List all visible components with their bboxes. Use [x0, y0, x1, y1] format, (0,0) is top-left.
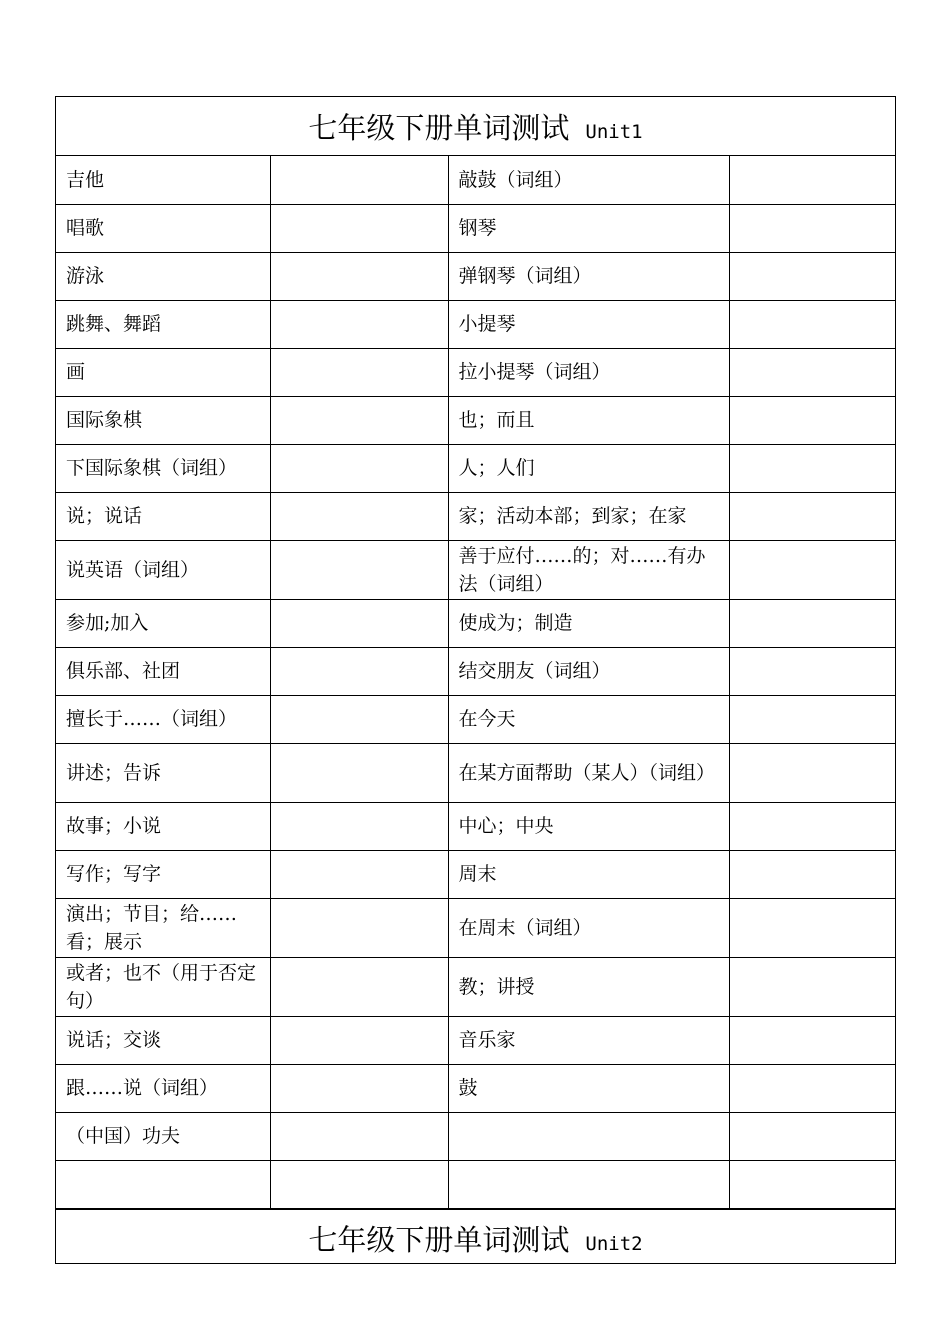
- answer-cell[interactable]: [729, 647, 895, 695]
- chinese-prompt: 拉小提琴（词组）: [448, 348, 729, 396]
- chinese-prompt: 下国际象棋（词组）: [56, 444, 270, 492]
- table-row: [56, 1016, 895, 1064]
- answer-cell[interactable]: [270, 300, 448, 348]
- answer-cell[interactable]: [270, 599, 448, 647]
- chinese-prompt: 游泳: [56, 252, 270, 300]
- answer-cell[interactable]: [270, 743, 448, 802]
- chinese-prompt: 故事；小说: [56, 802, 270, 850]
- chinese-prompt: 说话；交谈: [56, 1016, 270, 1064]
- chinese-prompt: 讲述；告诉: [56, 743, 270, 802]
- answer-cell[interactable]: [270, 695, 448, 743]
- answer-cell[interactable]: [729, 348, 895, 396]
- table-row: [56, 1112, 895, 1160]
- chinese-prompt: 敲鼓（词组）: [448, 156, 729, 204]
- answer-cell[interactable]: [729, 492, 895, 540]
- chinese-prompt: 在今天: [448, 695, 729, 743]
- table-row: [56, 348, 895, 396]
- answer-cell[interactable]: [270, 492, 448, 540]
- chinese-prompt: 人；人们: [448, 444, 729, 492]
- chinese-prompt: 擅长于……（词组）: [56, 695, 270, 743]
- answer-cell[interactable]: [729, 1016, 895, 1064]
- chinese-prompt: 说；说话: [56, 492, 270, 540]
- chinese-prompt: 说英语（词组）: [56, 540, 270, 599]
- table-row: [56, 957, 895, 1016]
- table-row: [56, 647, 895, 695]
- answer-cell[interactable]: [270, 1064, 448, 1112]
- table-row: [56, 695, 895, 743]
- answer-cell[interactable]: [729, 1064, 895, 1112]
- answer-cell[interactable]: [729, 396, 895, 444]
- unit2-title: 七年级下册单词测试: [308, 1222, 570, 1257]
- chinese-prompt: 跟……说（词组）: [56, 1064, 270, 1112]
- unit1-title: 七年级下册单词测试: [308, 110, 570, 145]
- chinese-prompt: 在周末（词组）: [448, 898, 729, 957]
- vocab-table: [56, 156, 895, 1209]
- chinese-prompt: [56, 1160, 270, 1208]
- answer-cell[interactable]: [729, 898, 895, 957]
- answer-cell[interactable]: [270, 850, 448, 898]
- answer-cell[interactable]: [270, 898, 448, 957]
- chinese-prompt: 善于应付……的；对……有办法（词组）: [448, 540, 729, 599]
- table-row: [56, 898, 895, 957]
- chinese-prompt: 结交朋友（词组）: [448, 647, 729, 695]
- answer-cell[interactable]: [270, 1016, 448, 1064]
- unit1-header: [56, 97, 895, 156]
- answer-cell[interactable]: [270, 444, 448, 492]
- chinese-prompt: 钢琴: [448, 204, 729, 252]
- chinese-prompt: [448, 1160, 729, 1208]
- answer-cell[interactable]: [270, 348, 448, 396]
- answer-cell[interactable]: [270, 1160, 448, 1208]
- answer-cell[interactable]: [729, 204, 895, 252]
- unit1-label: Unit1: [585, 121, 643, 143]
- chinese-prompt: 画: [56, 348, 270, 396]
- chinese-prompt: 俱乐部、社团: [56, 647, 270, 695]
- worksheet: [55, 96, 896, 1264]
- answer-cell[interactable]: [729, 1112, 895, 1160]
- chinese-prompt: 演出；节目；给……看；展示: [56, 898, 270, 957]
- chinese-prompt: [448, 1112, 729, 1160]
- table-row: [56, 300, 895, 348]
- chinese-prompt: 弹钢琴（词组）: [448, 252, 729, 300]
- answer-cell[interactable]: [270, 802, 448, 850]
- answer-cell[interactable]: [270, 252, 448, 300]
- chinese-prompt: 写作；写字: [56, 850, 270, 898]
- table-row: [56, 156, 895, 204]
- chinese-prompt: 鼓: [448, 1064, 729, 1112]
- table-row: [56, 743, 895, 802]
- answer-cell[interactable]: [270, 540, 448, 599]
- table-row: [56, 599, 895, 647]
- answer-cell[interactable]: [729, 850, 895, 898]
- chinese-prompt: 中心；中央: [448, 802, 729, 850]
- answer-cell[interactable]: [729, 444, 895, 492]
- chinese-prompt: 跳舞、舞蹈: [56, 300, 270, 348]
- chinese-prompt: 周末: [448, 850, 729, 898]
- table-row: [56, 252, 895, 300]
- chinese-prompt: 使成为；制造: [448, 599, 729, 647]
- answer-cell[interactable]: [729, 300, 895, 348]
- chinese-prompt: 在某方面帮助（某人）（词组）: [448, 743, 729, 802]
- chinese-prompt: （中国）功夫: [56, 1112, 270, 1160]
- table-row: [56, 444, 895, 492]
- answer-cell[interactable]: [270, 957, 448, 1016]
- table-row: [56, 204, 895, 252]
- answer-cell[interactable]: [729, 695, 895, 743]
- chinese-prompt: 国际象棋: [56, 396, 270, 444]
- answer-cell[interactable]: [270, 647, 448, 695]
- answer-cell[interactable]: [270, 156, 448, 204]
- chinese-prompt: 音乐家: [448, 1016, 729, 1064]
- answer-cell[interactable]: [729, 156, 895, 204]
- answer-cell[interactable]: [729, 599, 895, 647]
- answer-cell[interactable]: [729, 802, 895, 850]
- chinese-prompt: 教；讲授: [448, 957, 729, 1016]
- answer-cell[interactable]: [270, 204, 448, 252]
- unit2-label: Unit2: [585, 1233, 643, 1255]
- table-row: [56, 492, 895, 540]
- answer-cell[interactable]: [270, 396, 448, 444]
- table-row: [56, 540, 895, 599]
- table-row: [56, 1160, 895, 1208]
- chinese-prompt: 家；活动本部；到家；在家: [448, 492, 729, 540]
- table-row: [56, 850, 895, 898]
- answer-cell[interactable]: [729, 540, 895, 599]
- answer-cell[interactable]: [729, 252, 895, 300]
- answer-cell[interactable]: [729, 957, 895, 1016]
- chinese-prompt: 参加;加入: [56, 599, 270, 647]
- answer-cell[interactable]: [729, 743, 895, 802]
- chinese-prompt: 小提琴: [448, 300, 729, 348]
- unit2-header: [56, 1209, 895, 1267]
- chinese-prompt: 吉他: [56, 156, 270, 204]
- answer-cell[interactable]: [270, 1112, 448, 1160]
- chinese-prompt: 唱歌: [56, 204, 270, 252]
- chinese-prompt: 或者；也不（用于否定句）: [56, 957, 270, 1016]
- table-row: [56, 802, 895, 850]
- answer-cell[interactable]: [729, 1160, 895, 1208]
- table-row: [56, 396, 895, 444]
- chinese-prompt: 也；而且: [448, 396, 729, 444]
- table-row: [56, 1064, 895, 1112]
